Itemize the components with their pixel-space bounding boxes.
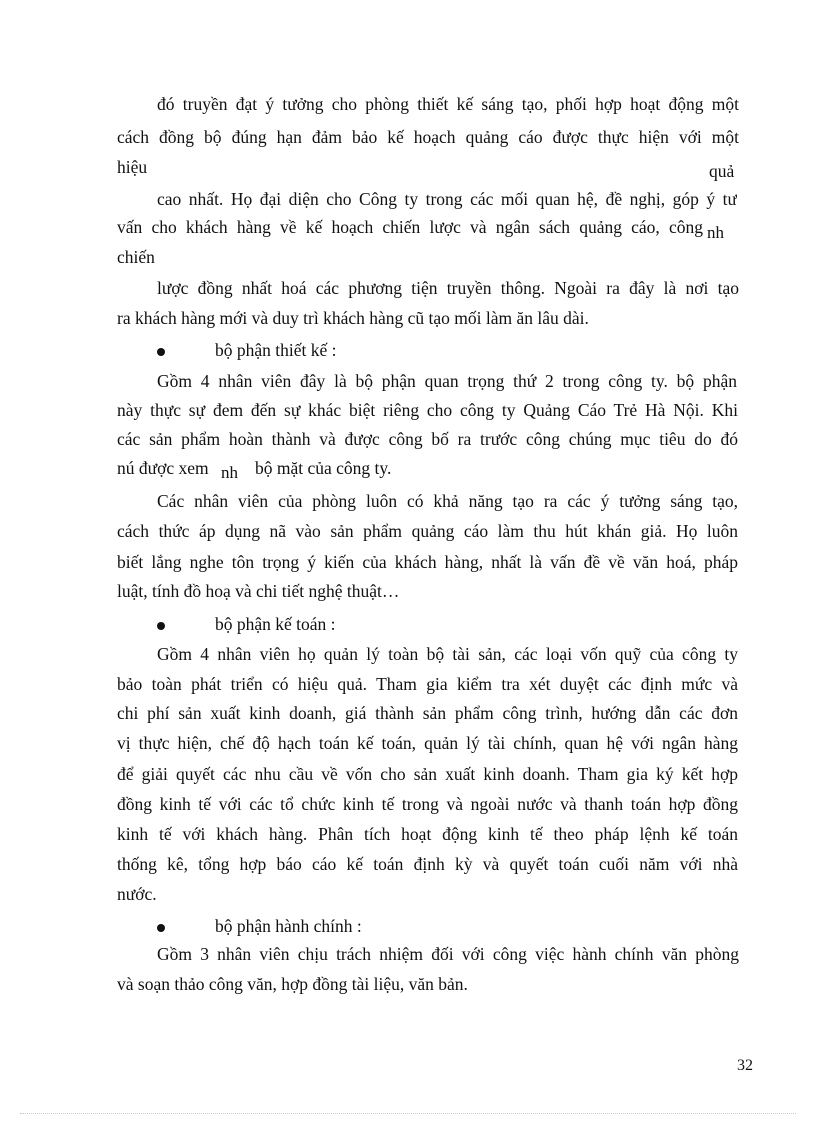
page-number: 32	[737, 1057, 753, 1074]
text-line: vị thực hiện, chế độ hạch toán kế toán, quản lý tài chính, quan hệ với ngân hàng	[117, 733, 738, 753]
text-line: biết lắng nghe tôn trọng ý kiến của khách hàng, nhất là vấn đề về văn hoá, pháp	[117, 552, 738, 572]
text-line: cách thức áp dụng nã vào sản phẩm quảng cáo làm thu hút khán giả. Họ luôn	[117, 521, 738, 541]
text-line: để giải quyết các nhu cầu về vốn cho sản xuất kinh doanh. Tham gia ký kết hợp	[117, 764, 738, 784]
text-line: luật, tính đồ hoạ và chi tiết nghệ thuật…	[117, 581, 400, 601]
text-line: cách đồng bộ đúng hạn đảm bảo kế hoạch quảng cáo được thực hiện với một	[117, 127, 739, 147]
text-line: kinh tế với khách hàng. Phân tích hoạt động kinh tế theo pháp lệnh kế toán	[117, 824, 738, 844]
text-line: và soạn thảo công văn, hợp đồng tài liệu, văn bản.	[117, 974, 468, 994]
text-line: chi phí sản xuất kinh doanh, giá thành sản phẩm công trình, hướng dẫn các đơn	[117, 703, 738, 723]
text-line: hiệu	[117, 157, 148, 177]
section-heading: bộ phận hành chính :	[215, 916, 362, 936]
section-heading: bộ phận kế toán :	[215, 614, 336, 634]
text-line: đó truyền đạt ý tưởng cho phòng thiết kế sáng tạo, phối hợp hoạt động một	[157, 94, 739, 114]
text-fragment: nh	[221, 463, 238, 482]
bullet-icon	[157, 622, 165, 630]
footer-divider	[20, 1113, 796, 1114]
text-line: nú được xem	[117, 458, 209, 478]
text-line: các sản phẩm hoàn thành và được công bố ra trước công chúng mục tiêu do đó	[117, 429, 738, 449]
text-line: này thực sự đem đến sự khác biệt riêng cho công ty Quảng Cáo Trẻ Hà Nội. Khi	[117, 400, 738, 420]
section-heading: bộ phận thiết kế :	[215, 340, 337, 360]
text-line: Các nhân viên của phòng luôn có khả năng tạo ra các ý tưởng sáng tạo,	[157, 491, 738, 511]
text-fragment: nh	[707, 223, 724, 242]
text-line: đồng kinh tế với các tổ chức kinh tế trong và ngoài nước và thanh toán hợp đồng	[117, 794, 738, 814]
text-line: thống kê, tổng hợp báo cáo kế toán định kỳ và quyết toán cuối năm với nhà	[117, 854, 738, 874]
text-line: bộ mặt của công ty.	[255, 458, 392, 478]
text-line: ra khách hàng mới và duy trì khách hàng cũ tạo mối làm ăn lâu dài.	[117, 308, 589, 328]
text-line: lược đồng nhất hoá các phương tiện truyền thông. Ngoài ra đây là nơi tạo	[157, 278, 739, 298]
text-line: Gồm 3 nhân viên chịu trách nhiệm đối với công việc hành chính văn phòng	[157, 944, 739, 964]
text-line: Gồm 4 nhân viên đây là bộ phận quan trọng thứ 2 trong công ty. bộ phận	[157, 371, 737, 391]
bullet-icon	[157, 924, 165, 932]
text-line: bảo toàn phát triển có hiệu quả. Tham gia kiểm tra xét duyệt các định mức và	[117, 674, 738, 694]
text-line: vấn cho khách hàng về kế hoạch chiến lược và ngân sách quảng cáo, công	[117, 217, 703, 237]
text-line: cao nhất. Họ đại diện cho Công ty trong các mối quan hệ, đề nghị, góp ý tư	[157, 189, 737, 209]
text-line: quả	[709, 161, 735, 181]
text-line: chiến	[117, 247, 155, 267]
text-line: nước.	[117, 884, 157, 904]
bullet-icon	[157, 348, 165, 356]
text-line: Gồm 4 nhân viên họ quản lý toàn bộ tài sản, các loại vốn quỹ của công ty	[157, 644, 738, 664]
